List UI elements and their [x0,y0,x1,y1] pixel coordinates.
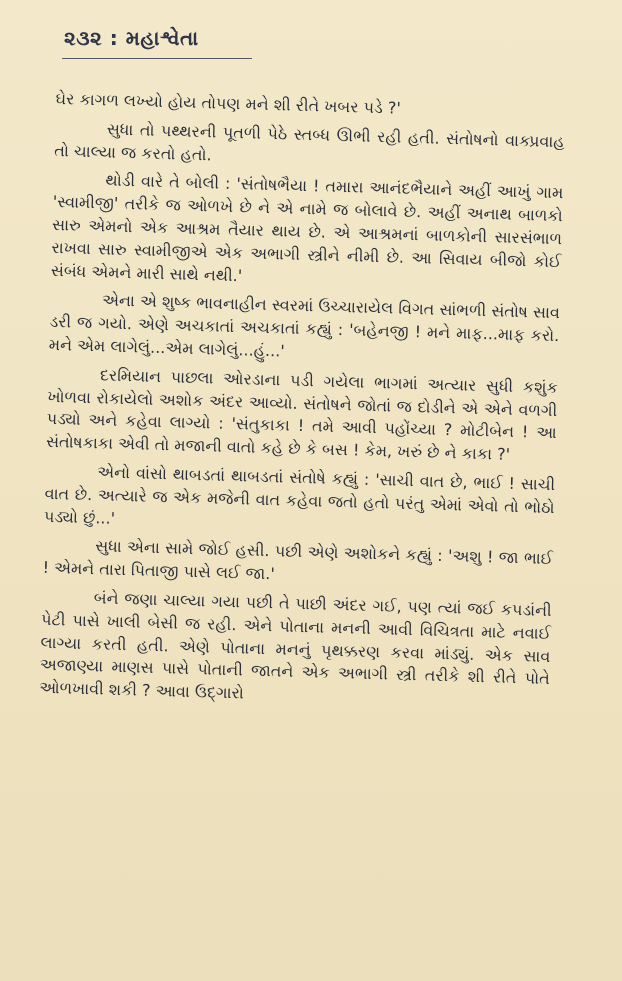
paragraph: ઘેર કાગળ લખ્યો હોય તોપણ મને શી રીતે ખબર પડે ?' [55,88,402,118]
header-underline [62,58,252,59]
paragraph: એના એ શુષ્ક ભાવનાહીન સ્વરમાં ઉચ્ચારાયેલ વિગત સાંભળી સંતોષ સાવ ડરી જ ગયો. એણે અચકાતાં અચકાતાં કહ્યું : 'બહેનજી ! મને માફ...માફ કરો. મને એમ લાગેલું...એમ લાગેલું...હું...' [48,290,561,361]
paragraph: થોડી વારે તે બોલી : 'સંતોષભૈયા ! તમારા આનંદભૈયાને અહીં આખું ગામ 'સ્વામીજી' તરીકે જ ઓળખે છે ને એ નામે જ બોલાવે છે. અહીં અનાથ બાળકો સારુ એમનો એક આશ્રમ તૈયાર થાય છે. એ આશ્રમનાં બાળકોની સારસંભાળ રાખવા સારુ સ્વામીજીએ એક અભાગી સ્ત્રીને નીમી છે. આ સિવાય બીજો કોઈ સંબંધ એમને મારી સાથે નથી.' [50,170,564,285]
paragraph: દરમિયાન પાછલા ઓરડાના પડી ગયેલા ભાગમાં અત્યાર સુધી કશુંક ખોળવા રોકાયેલો અશોક અંદર આવ્યો. સંતોષને જોતાં જ દોડીને એ એને વળગી પડ્યો અને કહેવા લાગ્યો : 'સંતુકાકા ! તમે આવી પહોંચ્યા ? મોટીબેન ! આ સંતોષકાકા એવી તો મજાની વાતો કહે છે કે બસ ! કેમ, ખરું છે ને કાકા ?' [45,365,559,464]
paragraph: સુધા એના સામે જોઈ હસી. પછી એણે અશોકને કહ્યું : 'અશુ ! જા ભાઈ ! એમને તારા પિતાજી પાસે લઈ જા.' [42,536,554,584]
body-text [39,88,566,720]
paragraph: એનો વાંસો થાબડતાં થાબડતાં સંતોષે કહ્યું : 'સાચી વાત છે, ભાઈ ! સાચી વાત છે. અત્યારે જ એક મજેની વાત કહેવા જતો હતો પરંતુ એમાં એવો તો ભોઠો પડ્યો છું...' [43,462,556,528]
paragraph: બંને જણા ચાલ્યા ગયા પછી તે પાછી અંદર ગઈ, પણ ત્યાં જઈ કપડાંની પેટી પાસે ખાલી બેસી જ રહી. એને પોતાના મનની આવી વિચિત્રતા માટે નવાઈ લાગ્યા કરતી હતી. એણે પોતાના મનનું પૃથક્કરણ કરવા માંડ્યું. એક સાવ અજાણ્યા માણસ પાસે પોતાની જાતને એક અભાગી સ્ત્રી તરીકે શી રીતે પોતે ઓળખાવી શકી ? આવા ઉદ્ગારો [38,588,552,703]
page-header: ૨૩૨ : મહાશ્વેતા [64,26,199,50]
paragraph: સુધા તો પથ્થરની પૂતળી પેઠે સ્તબ્ધ ઊભી રહી હતી. સંતોષનો વાક્પ્રવાહ તો ચાલ્યા જ કરતો હતો. [54,119,565,164]
